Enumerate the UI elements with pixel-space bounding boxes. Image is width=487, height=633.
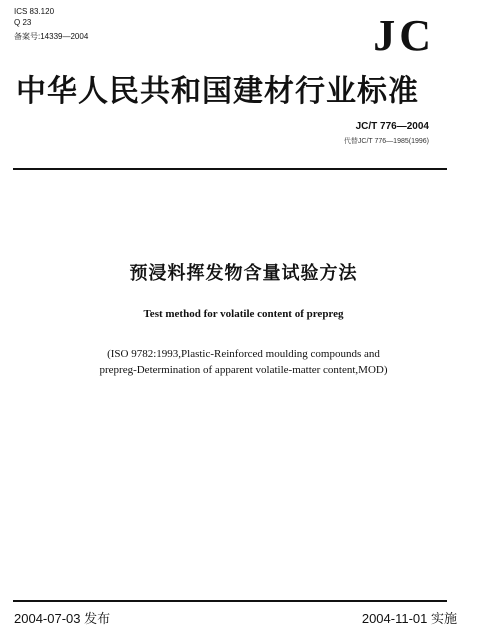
implementation-date: 2004-11-01 实施 xyxy=(361,611,457,626)
document-title-english: Test method for volatile content of prepreg xyxy=(143,308,344,320)
iso-reference-line-1: (ISO 9782:1993,Plastic-Reinforced moulding compounds and xyxy=(107,348,380,360)
classification-code: Q 23 xyxy=(14,18,32,27)
jc-mark: JC xyxy=(373,11,435,60)
standard-number: JC/T 776—2004 xyxy=(355,121,429,132)
issue-date: 2004-07-03 发布 xyxy=(14,611,111,626)
record-number: 备案号:14339—2004 xyxy=(14,32,89,41)
top-divider xyxy=(13,168,447,170)
ics-code: ICS 83.120 xyxy=(14,7,55,16)
document-title-chinese: 预浸料挥发物含量试验方法 xyxy=(129,263,358,284)
standard-header-title: 中华人民共和国建材行业标准 xyxy=(16,74,419,109)
iso-reference-line-2: prepreg-Determination of apparent volatile-matter content,MOD) xyxy=(99,364,388,376)
bottom-divider xyxy=(13,600,447,602)
replaces-standard: 代替JC/T 776—1985(1996) xyxy=(343,138,429,145)
